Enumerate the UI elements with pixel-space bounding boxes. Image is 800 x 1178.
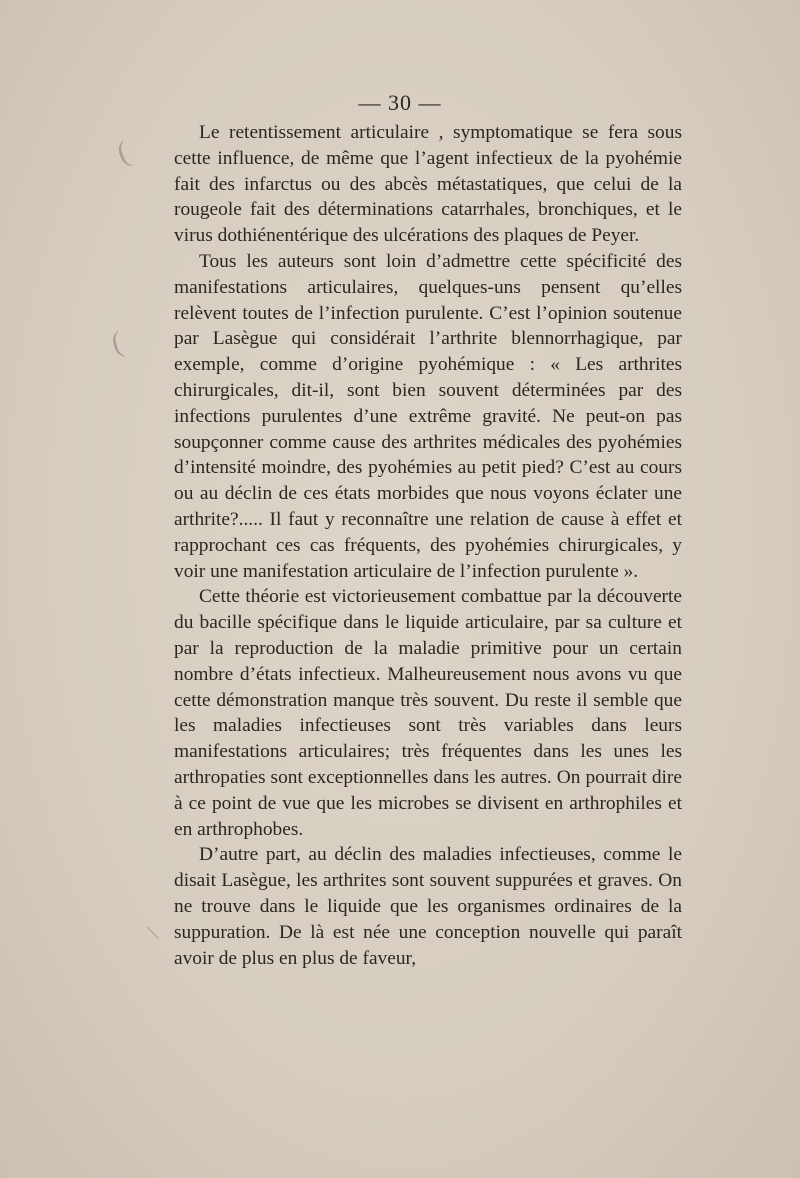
paragraph-4: D’autre part, au déclin des maladies infectieuses, comme le disait Lasègue, les arthrites sont souvent suppurées et graves. On ne trouve dans le liquide que les organismes ordinaires de la suppuration. De là est née une conception nouvelle qui paraît avoir de plus en plus de faveur, bbox=[174, 844, 682, 969]
paragraph-3: Cette théorie est victorieusement combattue par la découverte du bacille spécifique dans le liquide articulaire, par sa culture et par la reproduction de la maladie primitive pour un certain nombre d’états infectieux. Malheureusement nous avons vu que cette démonstration manque très souvent. Du reste il semble que les maladies infectieuses sont très variables dans leurs manifestations articulaires; très fréquentes dans les unes les arthropaties sont exceptionnelles dans les autres. On pourrait dire à ce point de vue que les microbes se divisent en arthrophiles et en arthrophobes. bbox=[174, 586, 682, 840]
paragraph-1: Le retentissement articulaire , symptomatique se fera sous cette influence, de même que l’agent infectieux de la pyohémie fait des infarctus ou des abcès métastatiques, que celui de la rougeole fait des déterminations catarrhales, bronchiques, et le virus dothiénentérique des ulcérations des plaques de Peyer. bbox=[174, 122, 682, 247]
paragraph-2: Tous les auteurs sont loin d’admettre cette spécificité des manifestations articulaires, quelques-uns pensent qu’elles relèvent toutes de l’infection purulente. C’est l’opinion soutenue par Lasègue qui considérait l’arthrite blennorrhagique, par exemple, comme d’origine pyohémique : « Les arthrites chirurgicales, dit-il, sont bien souvent déterminées par des infections purulentes d’une extrême gravité. Ne peut-on pas soupçonner comme cause des arthrites médicales des pyohémies d’intensité moindre, des pyohémies au petit pied? C’est au cours ou au déclin de ces états morbides que nous voyons éclater une arthrite?..... Il faut y reconnaître une relation de cause à effet et rapprochant ces cas fréquents, des pyohémies chirurgicales, y voir une manifestation articulaire de l’infection purulente ». bbox=[174, 250, 682, 582]
margin-pencil-mark-middle: ( bbox=[107, 325, 126, 360]
margin-pencil-mark-top: ( bbox=[112, 135, 134, 170]
page-number: — 30 — bbox=[358, 90, 442, 115]
margin-pencil-mark-bottom: \ bbox=[144, 919, 161, 946]
body-text bbox=[174, 120, 682, 971]
